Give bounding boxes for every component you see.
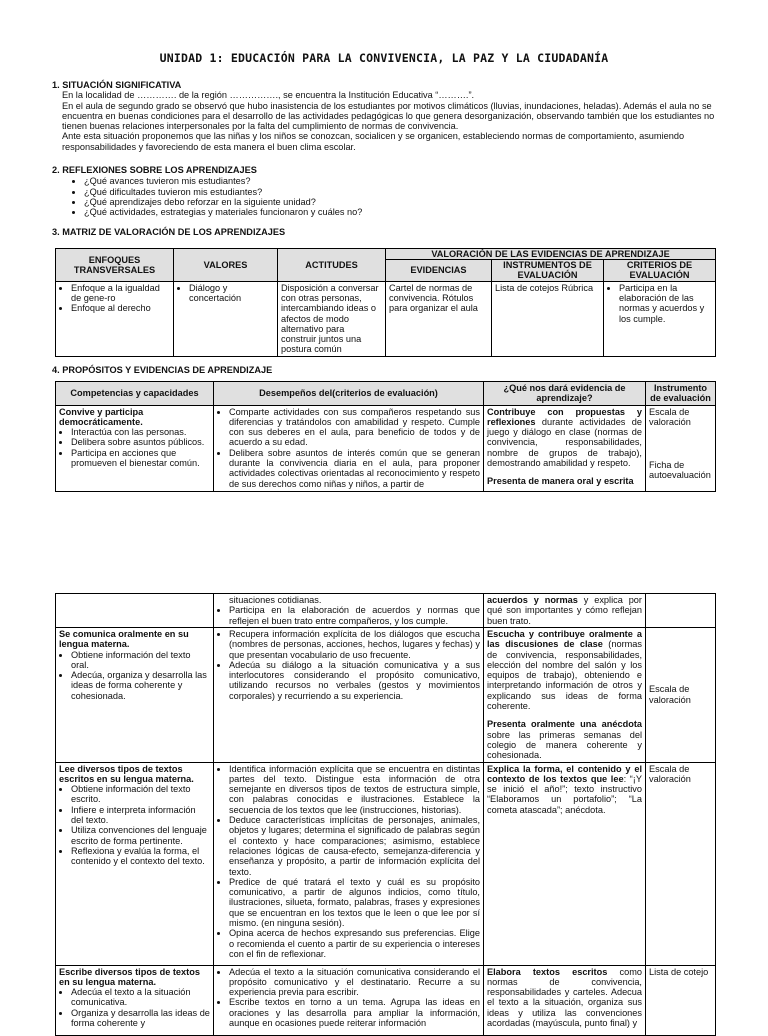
- header-criterios: CRITERIOS DE EVALUACIÓN: [604, 260, 716, 281]
- cell-desempenos: [214, 628, 484, 763]
- evidence-text: (normas de convivencia, responsabilidades, elección del nombre del salón y los equipos de trabajo), obteniendo e interpretando información de otros y explicando sus ideas de forma coherente.: [487, 639, 642, 712]
- cell-competencia: [56, 762, 214, 965]
- section-situacion: [52, 80, 716, 152]
- cell-competencia: [56, 965, 214, 1035]
- cell-desempenos: [214, 965, 484, 1035]
- list-item: • Adecúa, organiza y desarrolla las ideas de forma coherente y cohesionada.: [71, 670, 210, 701]
- paragraph: Ante esta situación proponemos que las niñas y los niños se conozcan, socialicen y se organicen, estableciendo normas de comportamiento, asumiendo responsabilidades y favoreciendo de esta manera el buen clima escolar.: [62, 131, 685, 152]
- header-enfoques: ENFOQUES TRANSVERSALES: [56, 249, 174, 282]
- cell-evidencias: Cartel de normas de convivencia. Rótulos para organizar el aula: [386, 281, 492, 356]
- header-actitudes: ACTITUDES: [278, 249, 386, 282]
- list-item: • Enfoque a la igualdad de gene-ro: [71, 283, 170, 304]
- instrument-text: Ficha de autoevaluación: [649, 460, 711, 481]
- question-list: [52, 176, 716, 217]
- list-item: • Participa en acciones que promueven el bienestar común.: [71, 448, 210, 469]
- cell-instrumentos: Lista de cotejos Rúbrica: [492, 281, 604, 356]
- list-item: • Recupera información explícita de los diálogos que escucha (nombres de personas, acciones, hechos, lugares y fechas) y que presentan vocabulario de uso frecuente.: [229, 629, 480, 660]
- section-heading: 3. MATRIZ DE VALORACIÓN DE LOS APRENDIZAJES: [52, 227, 286, 237]
- list-item: • Interactúa con las personas.: [71, 427, 210, 437]
- list-item: • Delibera sobre asuntos públicos.: [71, 437, 210, 447]
- header-evidencia: ¿Qué nos dará evidencia de aprendizaje?: [484, 382, 646, 406]
- list-item: • ¿Qué avances tuvieron mis estudiantes?: [84, 176, 716, 186]
- cell-valores: [174, 281, 278, 356]
- cell-desempenos: [214, 405, 484, 491]
- cell-evidencia: [484, 594, 646, 628]
- list-item: • Adecúa el texto a la situación comunicativa.: [71, 987, 210, 1008]
- list-item: • Diálogo y concertación: [189, 283, 274, 304]
- section-matriz: [52, 227, 716, 237]
- cell-criterios: [604, 281, 716, 356]
- header-instrumentos: INSTRUMENTOS DE EVALUACIÓN: [492, 260, 604, 281]
- evidence-bold: Presenta de manera oral y escrita: [487, 476, 634, 487]
- cell-instrumento: [646, 965, 716, 1035]
- evidence-bold: Explica la forma, el contenido y el contexto de los textos que lee: [487, 763, 642, 784]
- instrument-text: Escala de valoración: [649, 406, 691, 427]
- list-item: • Predice de qué tratará el texto y cuál es su propósito comunicativo, a partir de algunos indicios, como título, ilustraciones, silueta, formato, palabras, frases y expresiones que se encuentran en los textos que le leen o que lee por sí mismo. (en ninguna sesión).: [229, 877, 480, 928]
- list-item: • Obtiene información del texto oral.: [71, 650, 210, 671]
- paragraph: En la localidad de …………. de la región ……………., se encuentra la Institución Educativa “……….”.: [62, 90, 475, 101]
- evidence-text: sobre las primeras semanas del colegio de manera coherente y cohesionada.: [487, 729, 642, 761]
- competencia-title: Se comunica oralmente en su lengua materna.: [59, 629, 189, 650]
- list-item: • Adecúa el texto a la situación comunicativa considerando el propósito comunicativo y el destinatario. Recurre a su experiencia previa para escribir.: [229, 967, 480, 998]
- cell-instrumento: [646, 405, 716, 491]
- list-item: • Obtiene información del texto escrito.: [71, 784, 210, 805]
- list-item: • Comparte actividades con sus compañeros respetando sus diferencias y tratándolos con amabilidad y respeto. Cumple con sus deberes en el aula, para beneficio de todos y de acuerdo a su edad.: [229, 407, 480, 448]
- cell-competencia: [56, 405, 214, 491]
- evidence-bold: Escucha y contribuye oralmente a las discusiones de clase: [487, 629, 642, 650]
- continued-text: situaciones cotidianas.: [229, 595, 322, 605]
- evidence-text: y explica por qué son importantes y cómo reflejan buen trato.: [487, 595, 642, 626]
- matriz-table: [55, 248, 716, 357]
- header-desempenos: Desempeños del(criterios de evaluación): [214, 382, 484, 406]
- cell-desempenos: [214, 762, 484, 965]
- propositos-table: [55, 381, 716, 492]
- list-item: • Deduce características implícitas de personajes, animales, objetos y lugares; determina el significado de palabras según el contexto y hace comparaciones; asimismo, establece relaciones lógicas de causa-efecto, semejanza-diferencia y enseñanza y propósito, a partir de información explícita del texto.: [229, 815, 480, 877]
- section-heading: 1. SITUACIÓN SIGNIFICATIVA: [52, 80, 182, 90]
- instrument-text: Escala de valoración: [649, 763, 691, 784]
- cell-instrumento: [646, 762, 716, 965]
- list-item: • Adecúa su diálogo a la situación comunicativa y a sus interlocutores considerando el propósito comunicativo, utilizando recursos no verbales (gestos y movimientos corporales) y recurriendo a su experiencia.: [229, 660, 480, 701]
- header-valoracion: VALORACIÓN DE LAS EVIDENCIAS DE APRENDIZAJE: [386, 249, 716, 260]
- section-heading: 4. PROPÓSITOS Y EVIDENCIAS DE APRENDIZAJE: [52, 365, 273, 375]
- paragraph: En el aula de segundo grado se observó que hubo inasistencia de los estudiantes por motivos climáticos (lluvias, inundaciones, heladas). Además el aula no se encuentra en buenas condiciones para el desarrollo de las actividades pedagógicas lo que genera desorganización, observando también que los estudiantes no tienen buenas relaciones interpersonales por la falta del cumplimiento de normas de convivencia.: [62, 100, 715, 132]
- list-item: • Infiere e interpreta información del texto.: [71, 805, 210, 826]
- evidence-bold: acuerdos y normas: [487, 595, 578, 605]
- instrument-text: Escala de valoración: [649, 684, 691, 705]
- competencia-title: Lee diversos tipos de textos escritos en su lengua materna.: [59, 763, 194, 784]
- cell-evidencia: [484, 762, 646, 965]
- cell-instrumento: [646, 594, 716, 628]
- cell-enfoques: [56, 281, 174, 356]
- evidence-text: como normas de convivencia, responsabilidades y carteles. Adecua el texto a la situación, organiza sus ideas y utiliza las convenciones acordadas (mayúscula, punto final) y: [487, 966, 642, 1029]
- section-propositos: [52, 365, 716, 375]
- cell-actitudes: Disposición a conversar con otras personas, intercambiando ideas o afectos de modo alternativo para construir juntos una postura común: [278, 281, 386, 356]
- evidence-text: durante actividades de juego y diálogo en clase (normas de convivencia, responsabilidades, nombre de grupos de trabajo), demostrando amabilidad y respeto.: [487, 416, 642, 469]
- evidence-bold: Contribuye con propuestas y reflexiones: [487, 406, 642, 427]
- competencia-title: Convive y participa democráticamente.: [59, 406, 144, 427]
- section-heading: 2. REFLEXIONES SOBRE LOS APRENDIZAJES: [52, 165, 257, 175]
- evidence-bold: Elabora textos escritos: [487, 966, 608, 977]
- list-item: • Utiliza convenciones del lenguaje escrito de forma pertinente.: [71, 825, 210, 846]
- list-item: • ¿Qué dificultades tuvieron mis estudiantes?: [84, 187, 716, 197]
- cell-evidencia: [484, 965, 646, 1035]
- page-title: UNIDAD 1: EDUCACIÓN PARA LA CONVIVENCIA, LA PAZ Y LA CIUDADANÍA: [159, 51, 609, 65]
- header-evidencias: EVIDENCIAS: [386, 260, 492, 281]
- cell-evidencia: [484, 405, 646, 491]
- list-item: • Participa en la elaboración de las normas y acuerdos y los cumple.: [619, 283, 712, 324]
- cell-competencia: [56, 628, 214, 763]
- list-item: • Opina acerca de hechos expresando sus preferencias. Elige o recomienda el cuento a partir de su experiencia o intereses con el fin de reflexionar.: [229, 928, 480, 959]
- cell-instrumento: [646, 628, 716, 763]
- section-reflexiones: [52, 165, 716, 217]
- list-item: • Enfoque al derecho: [71, 303, 170, 313]
- instrument-text: Lista de cotejo: [649, 966, 709, 977]
- list-item: • Participa en la elaboración de acuerdos y normas que reflejen el buen trato entre compañeros, y los cumple.: [229, 605, 480, 626]
- cell-competencia: [56, 594, 214, 628]
- propositos-table-continued: [55, 593, 716, 1036]
- cell-evidencia: [484, 628, 646, 763]
- header-instrumento: Instrumento de evaluación: [646, 382, 716, 406]
- list-item: • Organiza y desarrolla las ideas de forma coherente y: [71, 1008, 210, 1029]
- list-item: • ¿Qué actividades, estrategias y materiales funcionaron y cuáles no?: [84, 207, 716, 217]
- list-item: • Escribe textos en torno a un tema. Agrupa las ideas en oraciones y las desarrolla para ampliar la información, aunque en ocasiones puede reiterar información: [229, 997, 480, 1028]
- evidence-text: : “¡Y se inició el año!”; texto instructivo “Elaboramos un portafolio”; “La cometa atascada”; anécdota.: [487, 773, 642, 815]
- cell-desempenos: [214, 594, 484, 628]
- list-item: • Delibera sobre asuntos de interés común que se generan durante la convivencia diaria en el aula, para proponer actividades colectivas orientadas al reconocimiento y respeto de sus derechos como niñas y niños, a partir de: [229, 448, 480, 489]
- list-item: • Reflexiona y evalúa la forma, el contenido y el contexto del texto.: [71, 846, 210, 867]
- evidence-bold: Presenta oralmente una anécdota: [487, 719, 642, 730]
- list-item: • Identifica información explícita que se encuentra en distintas partes del texto. Distingue esta información de otra semejante en diversos tipos de textos de estructura simple, con palabras conocidas e ilustraciones. Establece la secuencia de los textos que lee (instrucciones, historias).: [229, 764, 480, 815]
- header-competencias: Competencias y capacidades: [56, 382, 214, 406]
- list-item: • ¿Qué aprendizajes debo reforzar en la siguiente unidad?: [84, 197, 716, 207]
- competencia-title: Escribe diversos tipos de textos en su lengua materna.: [59, 966, 200, 987]
- header-valores: VALORES: [174, 249, 278, 282]
